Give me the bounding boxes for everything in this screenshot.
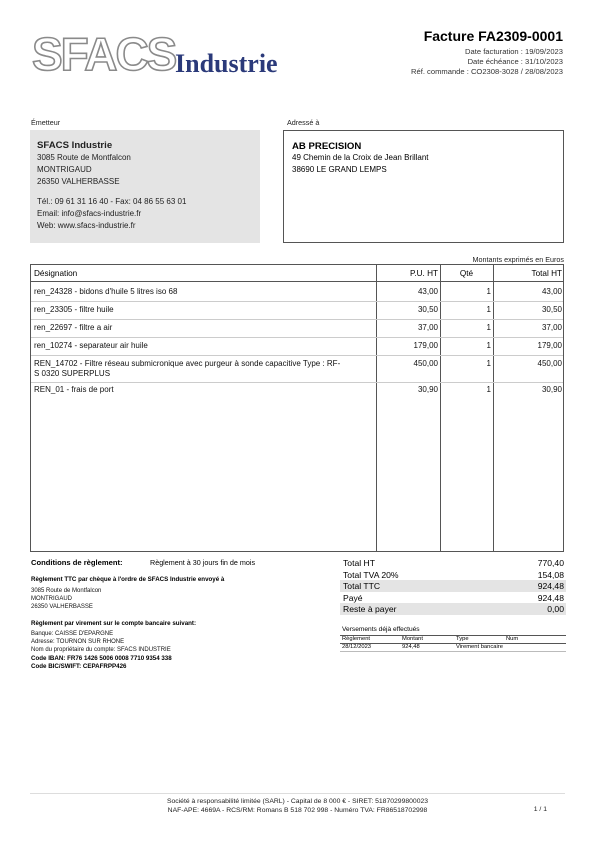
sender-web: Web: www.sfacs-industrie.fr	[37, 221, 136, 230]
row-4-designation: ren_10274 - separateur air huile	[34, 341, 148, 350]
sender-address-1: 3085 Route de Montfalcon	[37, 153, 131, 162]
row-1-unit-price: 43,00	[417, 287, 438, 296]
row-4-qty: 1	[486, 341, 491, 350]
recipient-name: AB PRECISION	[292, 141, 362, 152]
row-3-designation: ren_22697 - filtre a air	[34, 323, 113, 332]
row-4-total: 179,00	[537, 341, 562, 350]
footer-line-1: Société à responsabilité limitée (SARL) - Capital de 8 000 € - SIRET: 51870299800023	[166, 798, 429, 805]
recipient-address-1: 49 Chemin de la Croix de Jean Brillant	[292, 153, 429, 162]
page-number: 1 / 1	[533, 806, 547, 813]
header-designation: Désignation	[34, 269, 78, 278]
bank-address: Adresse: TOURNON SUR RHONE	[31, 638, 125, 645]
row-5-designation-line-1: REN_14702 - Filtre réseau submicronique avec purgeur à sonde capacitive Type : RF-	[34, 359, 341, 368]
cheque-address-1: 3085 Route de Montfalcon	[31, 588, 102, 594]
due-date: Date échéance : 31/10/2023	[467, 57, 563, 67]
row-2-total: 30,50	[541, 305, 562, 314]
billing-date: Date facturation : 19/09/2023	[465, 47, 563, 56]
payments-table	[340, 635, 566, 653]
total-ht-row	[340, 557, 566, 569]
cheque-title: Règlement TTC par chèque à l'ordre de SFACS Industrie envoyé à	[31, 576, 225, 583]
legal-footer	[0, 797, 595, 815]
bank-name: Banque: CAISSE D'EPARGNE	[31, 631, 114, 637]
paid-row	[340, 592, 566, 604]
recipient-label: Adressé à	[287, 118, 320, 127]
bank-details	[31, 631, 171, 654]
row-2-unit-price: 30,50	[417, 305, 438, 314]
recipient-address-2: 38690 LE GRAND LEMPS	[292, 165, 387, 174]
payments-header-date: Règlement	[342, 636, 371, 642]
order-reference: Réf. commande : CO2308-3028 / 28/08/2023	[411, 67, 563, 77]
remaining-value: 0,00	[547, 604, 564, 615]
cheque-address	[31, 588, 101, 611]
total-tva-row	[340, 569, 566, 581]
paid-label: Payé	[343, 592, 363, 603]
company-logo	[30, 30, 290, 82]
payments-title: Versements déjà effectués	[342, 626, 420, 633]
row-2-designation: ren_23305 - filtre huile	[34, 305, 114, 314]
invoice-meta	[411, 47, 563, 78]
payment-terms-value: Règlement à 30 jours fin de mois	[150, 558, 256, 567]
total-ht-label: Total HT	[343, 558, 375, 568]
totals-block	[340, 557, 566, 615]
iban-code: Code IBAN: FR76 1426 5006 0008 7710 9354 338	[31, 655, 172, 662]
footer-line-2: NAF-APE: 4669A - RCS/RM: Romans B 518 702 998 - Numéro TVA: FR86518702998	[167, 807, 428, 814]
row-5-unit-price: 450,00	[413, 359, 438, 368]
sender-phone: Tél.: 09 61 31 16 40 - Fax: 04 86 55 63 01	[37, 197, 187, 206]
row-3-qty: 1	[486, 323, 491, 332]
sender-address-2: MONTRIGAUD	[37, 165, 92, 174]
payments-header-type: Type	[456, 636, 469, 642]
transfer-title: Règlement par virement sur le compte bancaire suivant:	[31, 620, 197, 627]
total-ttc-value: 924,48	[537, 581, 564, 592]
row-5-designation-line-2: S 0320 SUPERPLUS	[34, 369, 111, 378]
row-3-unit-price: 37,00	[417, 323, 438, 332]
total-ht-value: 770,40	[537, 558, 564, 568]
row-3-total: 37,00	[541, 323, 562, 332]
amounts-currency-note: Montants exprimés en Euros	[472, 255, 564, 264]
payments-header-amount: Montant	[402, 636, 423, 642]
sender-label: Émetteur	[31, 118, 61, 127]
header-qty: Qté	[459, 269, 474, 278]
cheque-address-3: 26350 VALHERBASSE	[31, 603, 93, 610]
row-1-designation: ren_24328 - bidons d'huile 5 litres iso 68	[34, 287, 178, 296]
logo-brand-text: SFACS	[32, 30, 176, 80]
header-unit-price: P.U. HT	[409, 269, 438, 278]
sender-address-3: 26350 VALHERBASSE	[37, 177, 120, 186]
total-tva-value: 154,08	[537, 569, 564, 580]
total-ttc-label: Total TTC	[343, 581, 381, 592]
payment-terms-label: Conditions de règlement:	[31, 558, 123, 567]
bic-code: Code BIC/SWIFT: CEPAFRPP426	[31, 663, 127, 670]
account-owner: Nom du propriétaire du compte: SFACS INDUSTRIE	[31, 646, 171, 653]
row-2-qty: 1	[486, 305, 491, 314]
payment-amount: 924,48	[402, 644, 420, 650]
recipient-box	[283, 130, 564, 243]
invoice-title: Facture FA2309-0001	[423, 28, 563, 44]
sender-name: SFACS Industrie	[37, 140, 113, 151]
row-6-designation: REN_01 - frais de port	[34, 385, 114, 394]
row-6-total: 30,90	[541, 385, 562, 394]
remaining-label: Reste à payer	[343, 604, 397, 615]
payment-type: Virement bancaire	[456, 644, 503, 650]
remaining-row	[340, 603, 566, 615]
header-total: Total HT	[531, 269, 562, 278]
row-6-qty: 1	[486, 385, 491, 394]
paid-value: 924,48	[537, 592, 564, 603]
sender-email: Email: info@sfacs-industrie.fr	[37, 209, 142, 218]
row-6-unit-price: 30,90	[417, 385, 438, 394]
row-1-total: 43,00	[541, 287, 562, 296]
total-ttc-row	[340, 580, 566, 592]
items-table	[30, 264, 564, 552]
total-tva-label: Total TVA 20%	[343, 569, 399, 580]
row-4-unit-price: 179,00	[413, 341, 438, 350]
logo-industrie-text: Industrie	[175, 49, 278, 78]
row-5-total: 450,00	[537, 359, 562, 368]
payments-header-num: Num	[506, 636, 519, 642]
row-5-qty: 1	[486, 359, 491, 368]
row-1-qty: 1	[486, 287, 491, 296]
payment-date: 28/12/2023	[342, 644, 372, 650]
cheque-address-2: MONTRIGAUD	[31, 595, 72, 602]
sender-box	[30, 130, 260, 243]
